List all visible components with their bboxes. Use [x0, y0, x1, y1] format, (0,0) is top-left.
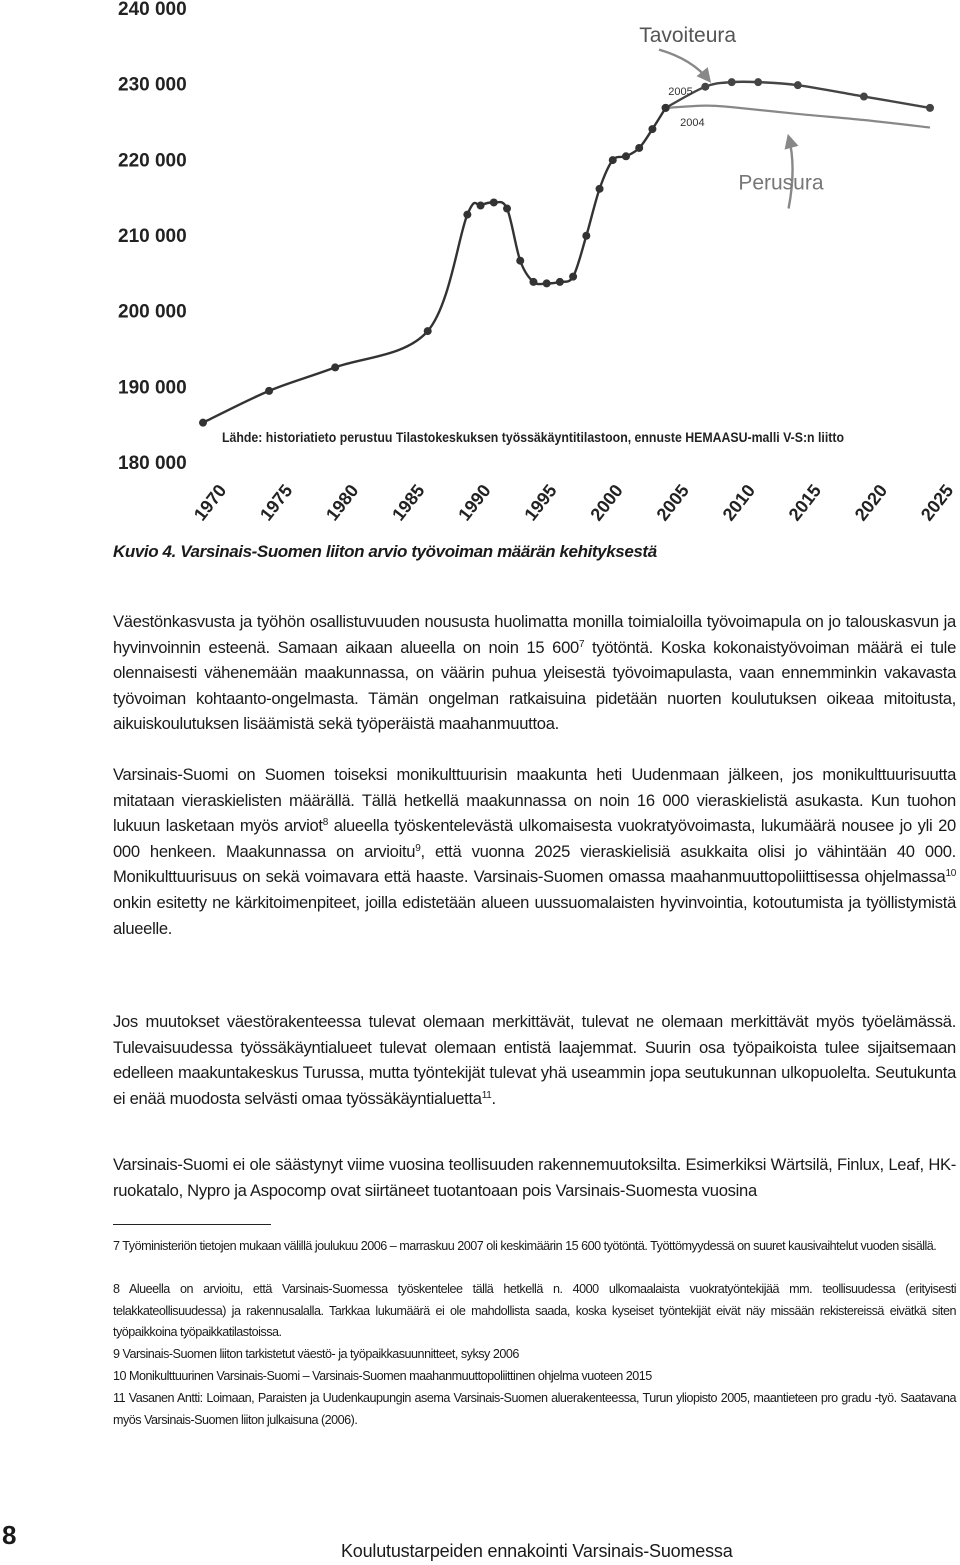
data-point [199, 419, 207, 427]
x-tick-label: 1990 [454, 480, 495, 525]
x-tick-label: 2005 [652, 480, 693, 525]
data-point [728, 78, 736, 86]
footnote-ref-10: 10 [945, 868, 956, 880]
data-point [860, 93, 868, 101]
data-point [596, 185, 604, 193]
footnote-ref-11: 11 [481, 1089, 492, 1101]
data-point [701, 83, 709, 91]
data-point [582, 232, 590, 240]
y-tick-label: 230 000 [118, 74, 187, 96]
data-point [794, 81, 802, 89]
x-tick-label: 1995 [520, 480, 561, 525]
x-tick-label: 2020 [850, 480, 892, 525]
x-tick-label: 2015 [784, 480, 826, 525]
data-point [424, 327, 432, 335]
footnote-11: 11 Vasanen Antti: Loimaan, Paraisten ja Uudenkaupungin asema Varsinais-Suomen aluerakenteessa, Turun yliopisto 2005, maantieteen pro gradu -työ. Saatavana myös Varsinais-Suomen liiton julkaisuna (2006). [113, 1391, 956, 1427]
y-axis-ticks [118, 0, 187, 474]
footnote-8: 8 Alueella on arvioitu, että Varsinais-Suomessa työskentelee tällä hetkellä n. 4000 ulkomaalaista vuokratyöntekijää mm. teollisuudessa (erityisesti telakkateollisuudessa) ja rakennusalalla. Tarkkaa lukumäärä ei ole mahdollista saada, koska kyseiset työntekijät eivät näy missään rekistereissä eivätkä siten työpaikkoina työpaikkatilastoissa. [113, 1282, 956, 1339]
footer-title: Koulutustarpeiden ennakointi Varsinais-Suomessa [341, 1541, 733, 1561]
x-tick-label: 1980 [322, 480, 363, 525]
data-point [556, 278, 564, 286]
series-line [203, 108, 666, 423]
series-layer [199, 78, 934, 427]
paragraph-4: Varsinais-Suomi ei ole säästynyt viime vuosina teollisuuden rakennemuutoksilta. Esimerkiksi Wärtsilä, Finlux, Leaf, HK-ruokatalo, Nypro ja Aspocomp ovat siirtäneet tuotantoaan pois Varsinais-Suomesta vuosina [113, 1155, 956, 1200]
data-point [543, 279, 551, 287]
x-tick-label: 1975 [255, 480, 297, 525]
chart-annotation: 2005 [668, 86, 693, 99]
y-tick-label: 210 000 [118, 226, 187, 247]
footnote-separator [113, 1224, 271, 1225]
x-tick-label: 2010 [718, 480, 760, 525]
data-point [754, 78, 762, 86]
y-tick-label: 180 000 [118, 453, 187, 474]
figure-caption: Kuvio 4. Varsinais-Suomen liiton arvio työvoiman määrän kehityksestä [113, 542, 657, 561]
footnote-10: 10 Monikulttuurinen Varsinais-Suomi – Varsinais-Suomen maahanmuuttopoliittinen ohjelma vuoteen 2015 [113, 1369, 652, 1383]
data-point [635, 144, 643, 152]
paragraph-2: Varsinais-Suomi on Suomen toiseksi monikulttuurisin maakunta heti Uudenmaan jälkeen, jos monikulttuurisuutta mitataan vieraskielisten määrällä. Tällä hetkellä maakunnassa on noin 16 000 vieraskielistä asukasta. Kun tuohon lukuun lasketaan myös arviot$^8$ alueella työskentelevästä ulkomaisesta vuokratyövoimasta, lukumäärä nousee jo yli 20 000 henkeen. Maakunnassa on arvioitu$^9$, että vuonna 2025 vieraskielisiä asukkaita olisi jo vähintään 40 000. Monikulttuurisuus on sekä voimavara että haaste. Varsinais-Suomen omassa maahanmuuttopoliittisessa ohjelmassa$^{10}$ onkin esitetty ne kärkitoimenpiteet, joilla edistetään alueen uussuomalaisten hyvinvointia, kotoutumista ja työllistymistä alueelle. [113, 765, 956, 938]
data-point [331, 363, 339, 371]
data-point [609, 156, 617, 164]
data-point [926, 104, 934, 112]
y-tick-label: 200 000 [118, 301, 187, 323]
chart-annotation: Perusura [738, 171, 824, 195]
y-tick-label: 190 000 [118, 377, 187, 399]
footnote-ref-8: 8 [322, 817, 328, 829]
data-point [503, 205, 511, 213]
data-point [490, 198, 498, 206]
footnote-7: 7 Työministeriön tietojen mukaan välillä joulukuu 2006 – marraskuu 2007 oli keskimäärin 15 600 työtöntä. Työttömyydessä on suuret kausivaihtelut vuoden sisällä. [113, 1239, 937, 1253]
annotation-arrow [659, 50, 709, 81]
chart-annotation: Tavoiteura [639, 24, 737, 48]
data-point [529, 278, 537, 286]
footnote-ref-9: 9 [415, 842, 421, 854]
data-point [622, 152, 630, 160]
labor-force-chart [0, 0, 960, 530]
data-point [662, 104, 670, 112]
series-line [666, 106, 930, 128]
chart-source-note: Lähde: historiatieto perustuu Tilastokeskuksen työssäkäyntitilastoon, ennuste HEMAASU-malli V-S:n liitto [222, 429, 844, 445]
chart-annotation: 2004 [680, 117, 705, 130]
x-tick-label: 1970 [189, 480, 231, 525]
data-point [648, 125, 656, 133]
x-tick-label: 2025 [916, 480, 958, 525]
x-tick-label: 2000 [586, 480, 627, 525]
data-point [477, 201, 485, 209]
paragraph-1: Väestönkasvusta ja työhön osallistuvuuden noususta huolimatta monilla toimialoilla työvoimapula on jo talouskasvun ja hyvinvoinnin esteenä. Samaan aikaan alueella on noin 15 $600^7$ työtöntä. Koska kokonaistyövoiman määrä ei tule olennaisesti vähenemään maakunnassa, on väärin puhua yleisestä työvoimapulasta, vaan ennemminkin vakavasta työvoiman kohtaanto-ongelmasta. Tämän ongelman ratkaisuina pidetään nuorten koulutuksen oikeaa mitoitusta, aikuiskoulutuksen lisäämistä sekä työperäistä maahanmuuttoa. [113, 612, 957, 734]
footnote-ref-7: 7 [578, 638, 585, 650]
x-axis-ticks [190, 481, 957, 525]
paragraph-3: Jos muutokset väestörakenteessa tulevat olemaan merkittävät, tulevat ne olemaan merkittävät myös työelämässä. Tulevaisuudessa työssäkäyntialueet tulevat olemaan entistä laajemmat. Suurin osa työpaikoista tulee sijaitsemaan edelleen maakuntakeskus Turussa, mutta työntekijät tulevat yhä useammin jopa seutukunnan ulkopuolelta. Seutukunta ei enää muodosta selvästi omaa työssäkäyntialuetta$^{11}$. [113, 1012, 956, 1108]
y-tick-label: 240 000 [118, 0, 187, 20]
footnote-9: 9 Varsinais-Suomen liiton tarkistetut väestö- ja työpaikkasuunnitteet, syksy 2006 [113, 1347, 519, 1361]
page-number: 8 [2, 1520, 17, 1550]
data-point [463, 211, 471, 219]
data-point [516, 257, 524, 265]
x-tick-label: 1985 [388, 480, 429, 525]
data-point [265, 387, 273, 395]
data-point [569, 273, 577, 281]
y-tick-label: 220 000 [118, 150, 187, 172]
